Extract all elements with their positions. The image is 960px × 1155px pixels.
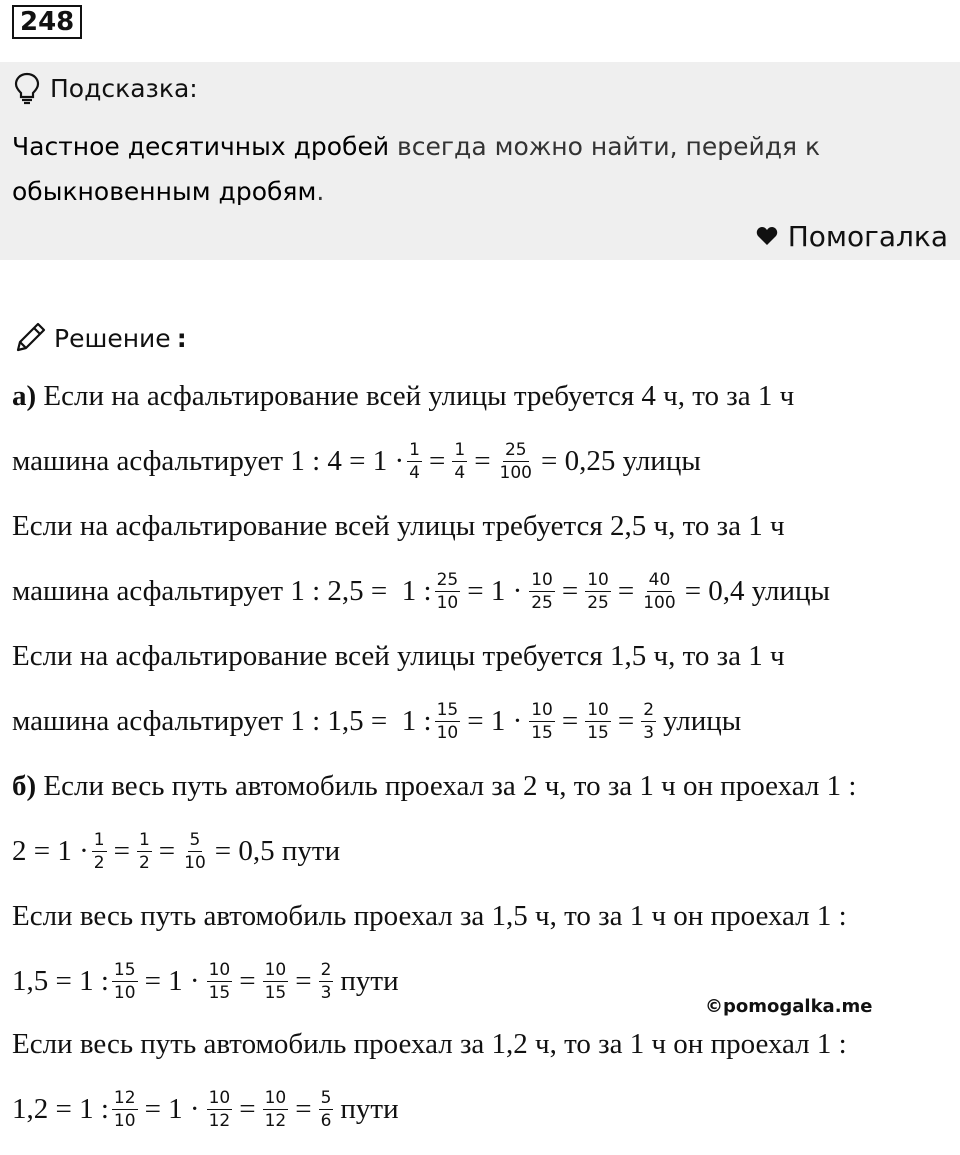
denominator: 100	[499, 462, 532, 483]
equals-sign: =	[617, 704, 635, 737]
line-text: машина асфальтирует 1 : 4 = 1 ·	[12, 444, 405, 477]
numerator: 10	[587, 699, 609, 720]
fraction	[529, 570, 555, 613]
part-b-label: б)	[12, 769, 37, 802]
denominator: 12	[264, 1110, 287, 1131]
denominator: 2	[138, 852, 150, 873]
hint-text-plain-1: всегда можно найти, перейдя к	[389, 132, 821, 161]
solution-line-b2	[12, 821, 344, 881]
pencil-icon	[12, 320, 48, 356]
watermark: ©pomogalka.me	[705, 996, 873, 1017]
fraction	[585, 700, 611, 743]
line-text: = 1 ·	[467, 704, 523, 737]
line-text: пути	[340, 964, 399, 997]
fraction	[585, 570, 611, 613]
fraction	[263, 1088, 289, 1131]
denominator: 10	[436, 722, 459, 743]
fraction	[207, 1088, 233, 1131]
line-text: 1,2 = 1 :	[12, 1092, 109, 1125]
fraction	[92, 830, 107, 873]
fraction	[435, 570, 461, 613]
line-text: улицы	[663, 704, 742, 737]
hint-text-plain-2: .	[316, 177, 325, 206]
equals-sign: =	[561, 704, 579, 737]
fraction	[263, 960, 289, 1003]
numerator: 40	[648, 569, 671, 590]
line-text: = 1 ·	[144, 964, 200, 997]
hint-box	[0, 62, 960, 260]
denominator: 25	[531, 592, 553, 613]
numerator: 10	[531, 699, 553, 720]
solution-line-b5	[12, 1014, 847, 1074]
numerator: 5	[320, 1087, 332, 1108]
numerator: 10	[208, 1087, 231, 1108]
denominator: 4	[409, 462, 420, 483]
line-text: = 0,4 улицы	[684, 574, 831, 607]
denominator: 12	[208, 1110, 231, 1131]
line-text: = 1 ·	[467, 574, 523, 607]
solution-line-b4	[12, 951, 403, 1011]
numerator: 2	[643, 699, 655, 720]
solution-line-b6	[12, 1079, 403, 1139]
denominator: 6	[320, 1110, 332, 1131]
equals-sign: =	[474, 444, 491, 477]
fraction	[112, 960, 138, 1003]
solution-line-a6	[12, 691, 745, 751]
solution-line-a5	[12, 626, 785, 686]
fraction	[407, 440, 422, 483]
denominator: 15	[587, 722, 609, 743]
line-text: машина асфальтирует 1 : 1,5 = 1 :	[12, 704, 432, 737]
solution-line-a2	[12, 431, 705, 491]
solution-line-b3	[12, 886, 847, 946]
numerator: 1	[454, 439, 466, 460]
numerator: 25	[436, 569, 459, 590]
equals-sign: =	[429, 444, 446, 477]
numerator: 10	[264, 1087, 287, 1108]
numerator: 25	[504, 439, 527, 460]
denominator: 25	[587, 592, 609, 613]
numerator: 2	[320, 959, 332, 980]
part-a-label: а)	[12, 379, 37, 412]
numerator: 1	[93, 829, 105, 850]
solution-line-a4	[12, 561, 834, 621]
line-text: Если весь путь автомобиль проехал за 1,5 ч, то за 1 ч он проехал 1 :	[12, 899, 847, 932]
denominator: 10	[184, 852, 206, 873]
solution-line-b1	[12, 756, 856, 816]
equals-sign: =	[295, 964, 312, 997]
problem-number: 248	[12, 5, 82, 39]
solution-line-a3	[12, 496, 785, 556]
hint-text	[12, 124, 892, 214]
fraction	[498, 440, 534, 483]
numerator: 10	[587, 569, 609, 590]
line-text: пути	[340, 1092, 399, 1125]
denominator: 10	[436, 592, 459, 613]
equals-sign: =	[561, 574, 579, 607]
equals-sign: =	[617, 574, 635, 607]
denominator: 3	[320, 982, 332, 1003]
line-text: Если весь путь автомобиль проехал за 2 ч, то за 1 ч он проехал 1 :	[36, 769, 857, 802]
fraction	[207, 960, 233, 1003]
denominator: 4	[454, 462, 466, 483]
fraction	[137, 830, 152, 873]
denominator: 15	[208, 982, 231, 1003]
fraction	[112, 1088, 138, 1131]
line-text: Если на асфальтирование всей улицы требуется 1,5 ч, то за 1 ч	[12, 639, 785, 672]
hint-title: Подсказка:	[50, 73, 198, 103]
numerator: 10	[208, 959, 231, 980]
numerator: 5	[189, 829, 201, 850]
hint-text-emphasis-1: Частное десятичных дробей	[12, 132, 390, 161]
fraction	[319, 1088, 334, 1131]
line-text: = 0,25 улицы	[541, 444, 701, 477]
numerator: 10	[531, 569, 553, 590]
equals-sign: =	[239, 1092, 256, 1125]
hint-header	[12, 68, 198, 108]
denominator: 10	[113, 982, 136, 1003]
fraction	[182, 830, 208, 873]
line-text: Если на асфальтирование всей улицы требуется 2,5 ч, то за 1 ч	[12, 509, 785, 542]
numerator: 1	[409, 439, 420, 460]
heart-icon	[756, 226, 778, 246]
numerator: 15	[436, 699, 459, 720]
numerator: 10	[264, 959, 287, 980]
line-text: Если на асфальтирование всей улицы требуется 4 ч, то за 1 ч	[36, 379, 795, 412]
line-text: Если весь путь автомобиль проехал за 1,2 ч, то за 1 ч он проехал 1 :	[12, 1027, 847, 1060]
fraction	[641, 570, 677, 613]
line-text: 1,5 = 1 :	[12, 964, 109, 997]
equals-sign: =	[158, 834, 176, 867]
fraction	[435, 700, 461, 743]
denominator: 2	[93, 852, 105, 873]
denominator: 100	[643, 592, 676, 613]
fraction	[319, 960, 334, 1003]
solution-header	[12, 318, 187, 358]
solution-title: Решение	[54, 323, 171, 353]
numerator: 12	[113, 1087, 136, 1108]
denominator: 15	[531, 722, 553, 743]
equals-sign: =	[239, 964, 256, 997]
hint-text-emphasis-2: обыкновенным дробям	[12, 177, 317, 206]
line-text: = 0,5 пути	[214, 834, 341, 867]
line-text: 2 = 1 ·	[12, 834, 89, 867]
denominator: 10	[113, 1110, 136, 1131]
solution-line-a1	[12, 366, 794, 426]
numerator: 15	[113, 959, 136, 980]
brand-label[interactable]	[756, 216, 948, 256]
denominator: 15	[264, 982, 287, 1003]
fraction	[452, 440, 467, 483]
denominator: 3	[643, 722, 655, 743]
lightbulb-icon	[12, 71, 42, 105]
fraction	[529, 700, 555, 743]
solution-title-colon: :	[176, 323, 187, 353]
brand-name: Помогалка	[787, 219, 948, 253]
equals-sign: =	[295, 1092, 312, 1125]
equals-sign: =	[113, 834, 130, 867]
fraction	[641, 700, 656, 743]
line-text: = 1 ·	[144, 1092, 200, 1125]
numerator: 1	[138, 829, 150, 850]
line-text: машина асфальтирует 1 : 2,5 = 1 :	[12, 574, 432, 607]
